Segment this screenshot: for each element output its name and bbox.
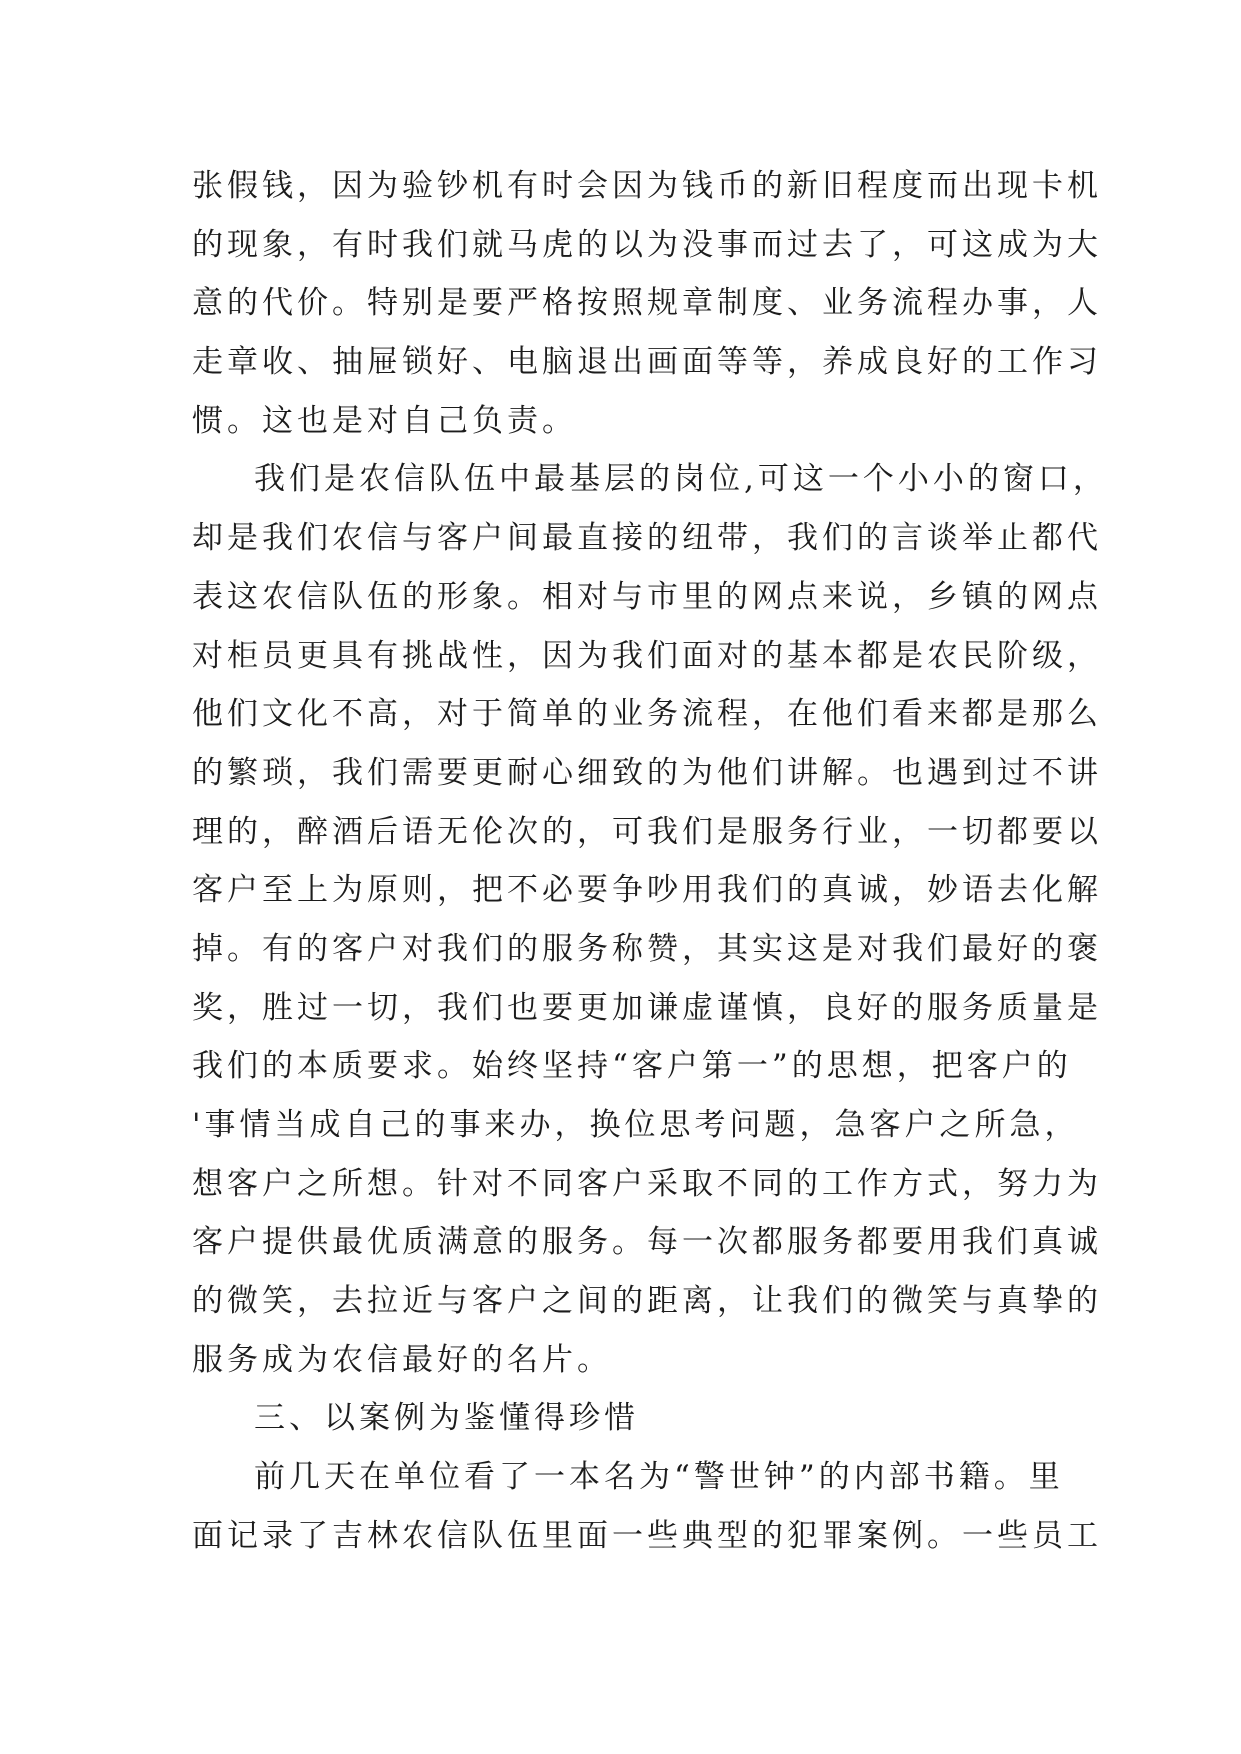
text-line: 想客户之所想。针对不同客户采取不同的工作方式，努力为 [192,1165,1102,1202]
text-line: 却是我们农信与客户间最直接的纽带，我们的言谈举止都代 [192,520,1102,557]
text-line: 理的，醉酒后语无伦次的，可我们是服务行业，一切都要以 [192,813,1102,850]
text-line: 面记录了吉林农信队伍里面一些典型的犯罪案例。一些员工 [192,1517,1102,1554]
text-line: 掉。有的客户对我们的服务称赞，其实这是对我们最好的褒 [192,930,1102,967]
text-line: 客户至上为原则，把不必要争吵用我们的真诚，妙语去化解 [192,872,1102,909]
text-line: 走章收、抽屉锁好、电脑退出画面等等，养成良好的工作习 [192,344,1102,381]
text-line: 对柜员更具有挑战性，因为我们面对的基本都是农民阶级， [192,637,1102,674]
text-line: 的繁琐，我们需要更耐心细致的为他们讲解。也遇到过不讲 [192,754,1102,791]
text-line: '事情当成自己的事来办，换位思考问题，急客户之所急， [192,1107,1080,1143]
text-line: 他们文化不高，对于简单的业务流程，在他们看来都是那么 [192,696,1102,733]
text-line: 张假钱，因为验钞机有时会因为钱币的新旧程度而出现卡机 [192,168,1102,204]
section-heading: 三、以案例为鉴懂得珍惜 [254,1400,639,1437]
paragraph-first-line: 我们是农信队伍中最基层的岗位,可这一个小小的窗口， [254,461,1108,498]
text-line: 服务成为农信最好的名片。 [192,1341,612,1378]
document-body [192,157,1108,1566]
text-line: 奖，胜过一切，我们也要更加谦虚谨慎，良好的服务质量是 [192,989,1102,1026]
text-line: 的微笑，去拉近与客户之间的距离，让我们的微笑与真挚的 [192,1283,1102,1320]
text-line: 惯。这也是对自己负责。 [192,402,577,439]
text-line: 表这农信队伍的形象。相对与市里的网点来说，乡镇的网点 [192,578,1102,615]
text-line: 客户提供最优质满意的服务。每一次都服务都要用我们真诚 [192,1224,1102,1261]
paragraph-first-line: 前几天在单位看了一本名为“警世钟”的内部书籍。里 [254,1459,1064,1496]
text-line: 意的代价。特别是要严格按照规章制度、业务流程办事，人 [192,285,1102,322]
text-line: 我们的本质要求。始终坚持“客户第一”的思想，把客户的 [192,1048,1072,1085]
text-line: 的现象，有时我们就马虎的以为没事而过去了，可这成为大 [192,226,1102,263]
